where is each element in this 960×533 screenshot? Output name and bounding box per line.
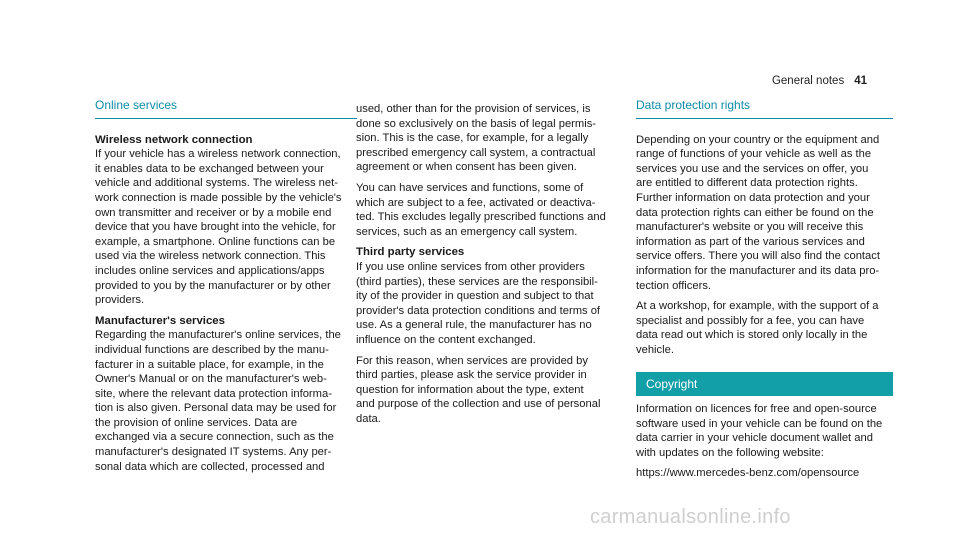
subheading-third-party: Third party services (356, 246, 465, 259)
paragraph-legal-basis: used, other than for the provision of services, is done so exclusively on the basis of legal permis- sion. This is the case, for example, for a legally prescribed emergency call system, a contractual agreement or when consent has been given. (356, 103, 597, 174)
paragraph-third-party-info: For this reason, when services are provided by third parties, please ask the service provider in question for information about the type, extent and purpose of the collection and use of personal data. (356, 354, 601, 425)
page-header (772, 75, 867, 87)
subheading-manufacturer-services: Manufacturer's services (95, 314, 225, 327)
watermark: carmanualsonline.info (590, 506, 791, 528)
column-middle (356, 102, 614, 432)
column-right (636, 98, 893, 487)
paragraph-workshop: At a workshop, for example, with the support of a specialist and possibly for a fee, you can have data read out which is stored only locally in the vehicle. (636, 300, 879, 356)
paragraph-activation: You can have services and functions, some of which are subject to a fee, activated or deactiva- ted. This excludes legally prescribed functions and services, such as an emergency call system. (356, 181, 606, 238)
opensource-url[interactable]: https://www.mercedes-benz.com/opensource (636, 467, 860, 480)
header-section-name: General notes (771, 75, 845, 87)
paragraph-licences: Information on licences for free and open-source software used in your vehicle can be found on the data carrier in your vehicle document wallet and with updates on the following website: (636, 403, 883, 459)
section-title-data-protection: Data protection rights (636, 98, 893, 119)
copyright-banner: Copyright (636, 372, 893, 397)
subheading-wireless: Wireless network connection (95, 133, 253, 146)
page-number: 41 (854, 75, 867, 87)
paragraph-wireless: If your vehicle has a wireless network connection, it enables data to be exchanged between your vehicle and additional systems. The wireless net- work connection is made possible by the vehicle's own transmitter and receiver or by a mobile end device that you have brought into the vehicle, for example, a smartphone. Online functions can be used via the wireless network connection. This includes online services and applications/apps provided to you by the manufacturer or by other providers. (95, 148, 342, 307)
paragraph-third-party: If you use online services from other providers (third parties), these services are the responsibil- ity of the provider in question and subject to that provider's data protection conditions and terms of use. As a general rule, the manufacturer has no influence on the content exchanged. (356, 260, 601, 346)
column-left (95, 98, 357, 480)
paragraph-data-rights: Depending on your country or the equipment and range of functions of your vehicle as well as the services you use and the services on offer, you are entitled to different data protection rights. Further information on data protection and your data protection rights can either be found on the manufacturer's website or you will receive this information as part of the various services and service offers. There you will also find the contact information for the manufacturer and its data pro- tection officers. (636, 133, 880, 292)
section-title-online-services: Online services (95, 98, 357, 119)
paragraph-manufacturer-services: Regarding the manufacturer's online services, the individual functions are described by the manu- facturer in a suitable place, for example, in the Owner's Manual or on the manufacturer's web- site, where the relevant data protection informa- tion is also given. Personal data may be used for the provision of online services. Data are exchanged via a secure connection, such as the manufacturer's designated IT systems. Any per- sonal data which are collected, processed and (95, 329, 341, 473)
